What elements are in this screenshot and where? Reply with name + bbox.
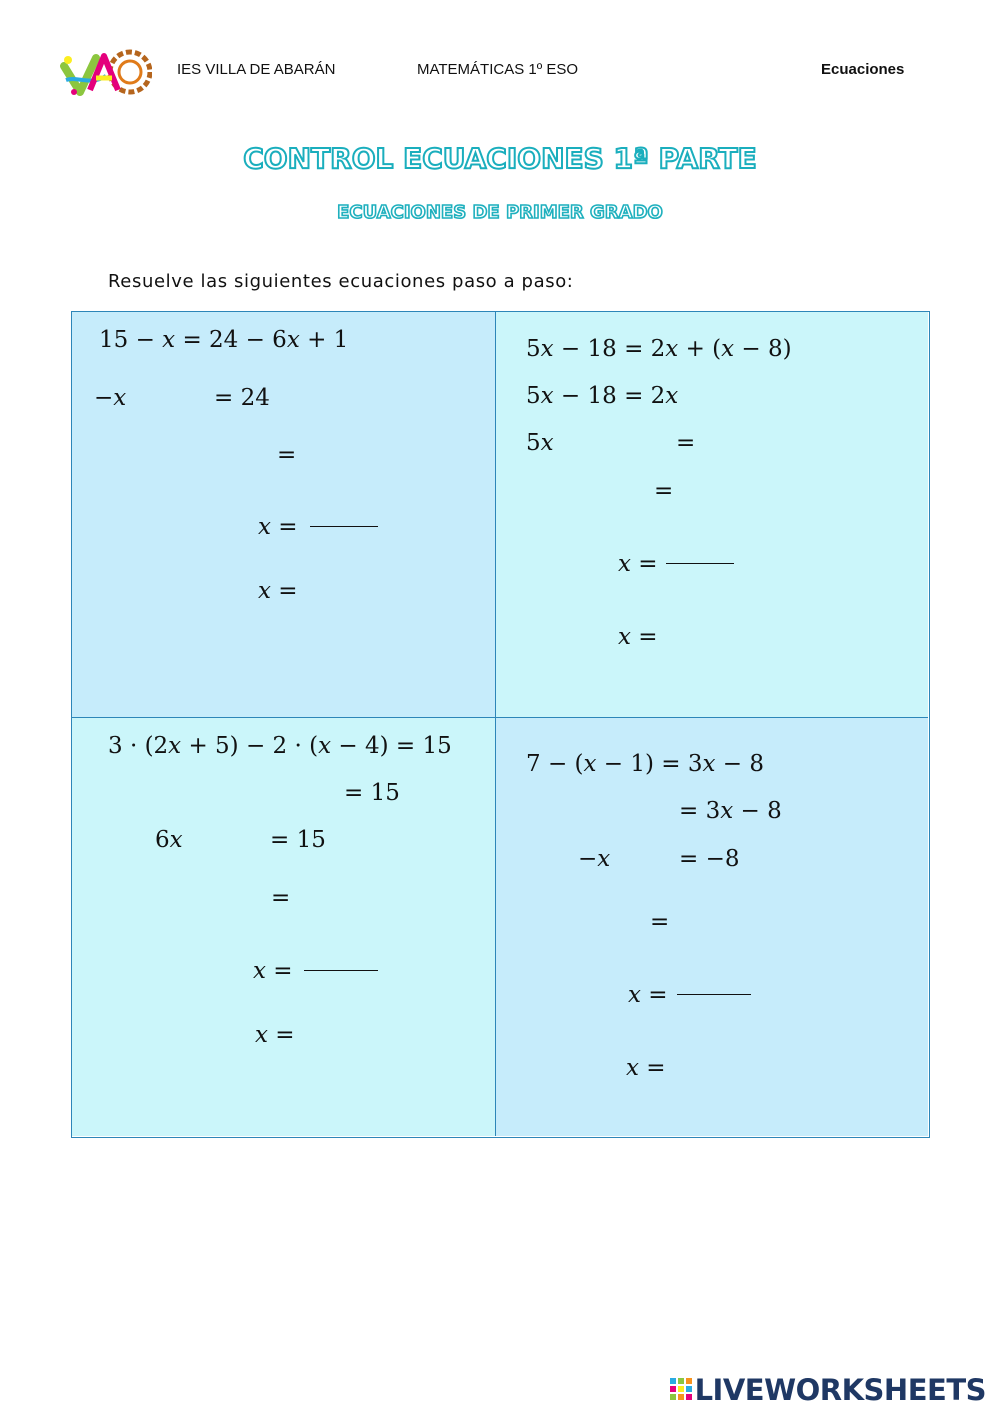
liveworksheets-logo [670,1373,986,1409]
equation-line: 3 · (2𝑥 + 5) − 2 · (𝑥 − 4) = 15 [108,733,452,759]
exercise-grid [71,311,930,1138]
fraction-bar [310,526,378,527]
exercise-3 [72,718,496,1136]
equation-line: 5𝑥 − 18 = 2𝑥 + (𝑥 − 8) [526,336,792,362]
liveworksheets-text: LIVEWORKSHEETS [694,1373,986,1407]
topic-name: Ecuaciones [821,61,905,78]
fraction-bar [304,970,378,971]
equation-line: 𝑥 = [255,1022,295,1048]
page-subtitle: ECUACIONES DE PRIMER GRADO [337,202,663,223]
exercise-4 [496,718,928,1136]
equation-line: −𝑥 [578,846,611,872]
equation-line: 𝑥 = [628,982,668,1008]
liveworksheets-icon [670,1375,692,1409]
equation-line: 15 − 𝑥 = 24 − 6𝑥 + 1 [99,327,349,353]
instructions: Resuelve las siguientes ecuaciones paso a paso: [108,271,574,292]
equation-line: −𝑥 [94,385,127,411]
equation-line: = 3𝑥 − 8 [679,798,782,824]
equation-line: 𝑥 = [258,514,298,540]
equation-line: 𝑥 = [258,578,298,604]
equation-line: = 15 [270,827,326,853]
equation-line: = [271,885,291,911]
fraction-bar [666,563,734,564]
equation-line: = 24 [214,385,270,411]
equation-line: 5𝑥 [526,430,554,456]
school-name: IES VILLA DE ABARÁN [177,61,336,78]
equation-line: 5𝑥 − 18 = 2𝑥 [526,383,679,409]
equation-line: = [654,478,674,504]
equation-line: = [277,442,297,468]
equation-line: 𝑥 = [626,1055,666,1081]
equation-line: 6𝑥 [155,827,183,853]
subject-name: MATEMÁTICAS 1º ESO [417,61,579,78]
school-logo [60,46,152,102]
equation-line: 𝑥 = [618,551,658,577]
equation-line: 𝑥 = [618,624,658,650]
exercise-2 [496,312,928,718]
exercise-1 [72,312,496,718]
equation-line: = −8 [679,846,740,872]
equation-line: = 15 [344,780,400,806]
equation-line: = [650,909,670,935]
equation-line: 𝑥 = [253,958,293,984]
equation-line: 7 − (𝑥 − 1) = 3𝑥 − 8 [526,751,764,777]
fraction-bar [677,994,751,995]
page-title: CONTROL ECUACIONES 1ª PARTE [243,142,757,175]
equation-line: = [676,430,696,456]
